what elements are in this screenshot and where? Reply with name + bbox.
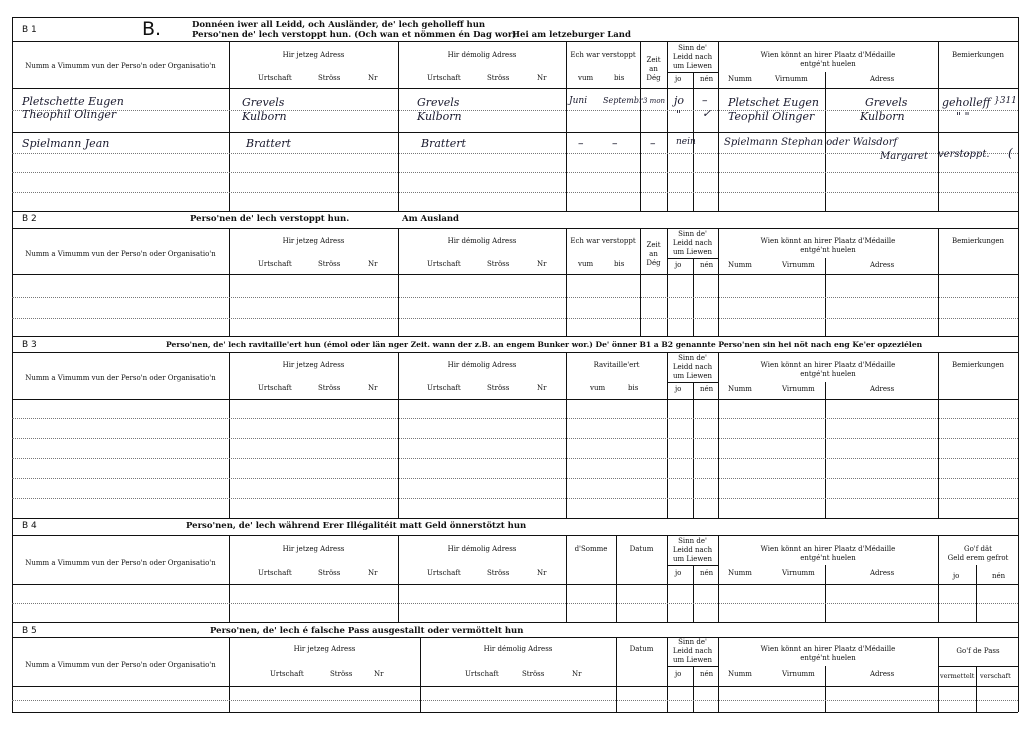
b4-sinn-1: Sinn de' [678,537,707,545]
b5-sinn-1: Sinn de' [678,638,707,646]
b1-sinn-2: Leidd nach [672,53,713,61]
b2-nr-label: Nr [368,260,378,268]
b2-hid-header: Ech war verstoppt [570,237,636,245]
b1-zeit-3: Dég [646,74,661,82]
b2-vum-label: vum [578,260,594,268]
b1-zeit-1: Zeit [646,56,661,64]
b1-row2-med-addr: Kulborn [860,110,905,123]
b5-sinn-3: um Liewen [672,656,713,664]
b1-row3-jo: nein [676,137,696,147]
b1-row3-cur-town: Brattert [246,137,291,150]
b1-row2-nen: ✓ [702,107,712,120]
b1-row1-deg: 3 mon [643,97,666,105]
b1-row1-remark-extra: }311 [994,96,1017,106]
b1-row2-remark: " " [956,110,970,123]
b2-old-stross-label: Ströss [487,260,510,268]
b1-row3-old-town: Brattert [421,137,466,150]
b4-stross-label: Ströss [318,569,341,577]
b1-row2-med-name: Teophil Olinger [728,110,815,123]
b5-urtschaft-label: Urtschaft [270,670,304,678]
b1-row1-bis: Septembr [603,96,643,105]
b1-row3-deg: – [650,137,656,150]
b1-numm-label: Numm [728,75,752,83]
b1-row1-jo: jo [674,94,685,107]
b3-numm-label: Numm [728,385,752,393]
b5-name-col-header: Numm a Vimumm vun der Perso'n oder Organisatio'n [25,661,216,669]
b2-bis-label: bis [614,260,625,268]
b4-medaille-2: entgé'nt huelen [800,554,856,562]
b1-old-urtschaft-label: Urtschaft [427,74,461,82]
b4-old-stross-label: Ströss [487,569,510,577]
b1-bemierkungen-header: Bemierkungen [951,51,1005,59]
b5-nen-label: nén [700,670,714,678]
b4-medaille-1: Wien könnt an hirer Plaatz d'Médaille [760,545,896,553]
b2-zeit-3: Dég [646,259,661,267]
b3-sinn-1: Sinn de' [678,354,707,362]
b1-zeit-2: an [649,65,658,73]
b5-adress-label: Adress [870,670,895,678]
b4-datum-header: Datum [629,545,654,553]
b4-sinn-3: um Liewen [672,555,713,563]
b4-gof-jo: jo [953,572,960,580]
b1-row3-vum: – [578,137,584,150]
b2-nen-label: nén [700,261,714,269]
b4-virnumm-label: Virnumm [782,569,815,577]
b1-row3-name: Spielmann Jean [22,137,110,150]
b2-adress-label: Adress [870,261,895,269]
b2-sinn-3: um Liewen [672,248,713,256]
b2-sinn-2: Leidd nach [672,239,713,247]
b1-row1-vum: Juni [569,96,588,106]
b3-bemierkungen-header: Bemierkungen [951,361,1005,369]
b3-sinn-2: Leidd nach [672,363,713,371]
b3-title: Perso'nen, de' lech ravitaille'ert hun (émol oder län nger Zeit. wann der z.B. an engem Bunker wor.) De' önner B1 a B2 genannte Perso'nen sin hei nöt nach eng Ke'er opzeziélen [166,340,923,349]
b5-datum-header: Datum [629,645,654,653]
b1-old-stross-label: Ströss [487,74,510,82]
b5-virnumm-label: Virnumm [782,670,815,678]
form-letter: B. [142,18,162,40]
b2-urtschaft-label: Urtschaft [258,260,292,268]
b3-stross-label: Ströss [318,384,341,392]
b3-nr-label: Nr [368,384,378,392]
b1-row3-med-name: Spielmann Stephan oder Walsdorf [724,137,898,148]
b5-old-nr-label: Nr [572,670,582,678]
b5-current-address-header: Hir jetzeg Adress [293,645,356,653]
b3-sinn-3: um Liewen [672,372,713,380]
b3-former-address-header: Hir démolig Adress [447,361,517,369]
b4-adress-label: Adress [870,569,895,577]
b1-former-address-header: Hir démolig Adress [447,51,517,59]
b4-old-urtschaft-label: Urtschaft [427,569,461,577]
b2-virnumm-label: Virnumm [782,261,815,269]
b3-adress-label: Adress [870,385,895,393]
b1-virnumm-label: Virnumm [775,75,808,83]
b3-virnumm-label: Virnumm [782,385,815,393]
b1-row3-remark-extra: ( [1008,146,1013,160]
b5-sinn-2: Leidd nach [672,647,713,655]
b5-gof-pass-header: Go'f de Pass [956,647,1000,655]
b3-old-urtschaft-label: Urtschaft [427,384,461,392]
b2-stross-label: Ströss [318,260,341,268]
b1-medaille-1: Wien könnt an hirer Plaatz d'Médaille [760,51,896,59]
section-label-b1: B 1 [22,25,37,35]
b2-zeit-2: an [649,250,658,258]
b3-medaille-2: entgé'nt huelen [800,370,856,378]
b2-old-nr-label: Nr [537,260,547,268]
b4-urtschaft-label: Urtschaft [258,569,292,577]
b2-name-col-header: Numm a Vimumm vun der Perso'n oder Organisatio'n [25,250,216,258]
b1-sinn-3: um Liewen [672,62,713,70]
b3-rav-header: Ravitaille'ert [593,361,640,369]
section-label-b2: B 2 [22,214,37,224]
b3-old-stross-label: Ströss [487,384,510,392]
b1-old-nr-label: Nr [537,74,547,82]
b1-sinn-1: Sinn de' [678,44,707,52]
b4-name-col-header: Numm a Vimumm vun der Perso'n oder Organisatio'n [25,559,216,567]
b1-row3-bis: – [612,137,618,150]
b4-gof-1: Go'f dät [963,545,992,553]
b1-row1-nen: – [702,94,708,107]
b2-current-address-header: Hir jetzeg Adress [282,237,345,245]
b4-gof-nen: nén [992,572,1006,580]
b1-adress-label: Adress [870,75,895,83]
b2-former-address-header: Hir démolig Adress [447,237,517,245]
b4-current-address-header: Hir jetzeg Adress [282,545,345,553]
b2-old-urtschaft-label: Urtschaft [427,260,461,268]
form-head-line2: Perso'nen de' lech verstoppt hun. (Och wan et nömmen én Dag wor) [192,30,517,40]
b1-row1-remark: geholleff [942,96,991,109]
b3-jo-label: jo [675,385,682,393]
b4-nen-label: nén [700,569,714,577]
b1-vum-label: vum [578,74,594,82]
form-head-line1: Donnéen iwer all Leidd, och Ausländer, de' lech geholleff hun [192,20,486,30]
b5-old-urtschaft-label: Urtschaft [465,670,499,678]
b2-jo-label: jo [675,261,682,269]
b1-row1-old-town: Grevels [417,96,460,109]
b2-zeit-1: Zeit [646,241,661,249]
b2-bemierkungen-header: Bemierkungen [951,237,1005,245]
b5-title: Perso'nen, de' lech é falsche Pass ausgestallt oder vermöttelt hun [210,626,524,636]
b4-somme-header: d'Somme [574,545,608,553]
b3-nen-label: nén [700,385,714,393]
b3-name-col-header: Numm a Vimumm vun der Perso'n oder Organisatio'n [25,374,216,382]
b4-gof-2: Geld erem gefrot [947,554,1009,562]
b2-title: Perso'nen de' lech verstoppt hun. [190,214,350,224]
b2-numm-label: Numm [728,261,752,269]
section-label-b5: B 5 [22,626,37,636]
b1-nr-label: Nr [368,74,378,82]
b1-row2-cur-town: Kulborn [242,110,287,123]
b4-title: Perso'nen, de' lech während Erer Illégalitéit matt Geld önnerstötzt hun [186,521,527,531]
b3-current-address-header: Hir jetzeg Adress [282,361,345,369]
b5-stross-label: Ströss [330,670,353,678]
b1-row4-med-name: Margaret [880,151,929,162]
b5-medaille-2: entgé'nt huelen [800,654,856,662]
b5-medaille-1: Wien könnt an hirer Plaatz d'Médaille [760,645,896,653]
b1-nen-label: nén [700,75,714,83]
b5-jo-label: jo [675,670,682,678]
b3-medaille-1: Wien könnt an hirer Plaatz d'Médaille [760,361,896,369]
b1-jo-label: jo [675,75,682,83]
b5-old-stross-label: Ströss [522,670,545,678]
b2-title-location: Am Ausland [402,214,459,224]
b1-medaille-2: entgé'nt huelen [800,60,856,68]
b1-stross-label: Ströss [318,74,341,82]
b5-numm-label: Numm [728,670,752,678]
b2-medaille-2: entgé'nt huelen [800,246,856,254]
b5-vermettelt-label: vermettelt [940,672,975,680]
section-label-b4: B 4 [22,521,37,531]
b4-numm-label: Numm [728,569,752,577]
b1-row1-name: Pletschette Eugen [22,95,124,108]
b1-bis-label: bis [614,74,625,82]
b1-row2-jo: " [676,108,682,121]
b1-current-address-header: Hir jetzeg Adress [282,51,345,59]
b4-nr-label: Nr [368,569,378,577]
b1-row2-name: Theophil Olinger [22,108,117,121]
b3-urtschaft-label: Urtschaft [258,384,292,392]
form-head-place: Hei am letzeburger Land [512,30,631,40]
b1-row2-old-town: Kulborn [417,110,462,123]
b4-former-address-header: Hir démolig Adress [447,545,517,553]
b3-bis-label: bis [628,384,639,392]
b5-nr-label: Nr [374,670,384,678]
b5-verschaft-label: verschaft [980,672,1011,680]
b4-old-nr-label: Nr [537,569,547,577]
b2-sinn-1: Sinn de' [678,230,707,238]
b5-former-address-header: Hir démolig Adress [483,645,553,653]
b1-name-col-header: Numm a Vimumm vun der Perso'n oder Organisatio'n [25,62,216,70]
b1-urtschaft-label: Urtschaft [258,74,292,82]
b1-hid-header: Ech war verstoppt [570,51,636,59]
b1-row1-cur-town: Grevels [242,96,285,109]
b1-row1-med-addr: Grevels [865,96,908,109]
section-label-b3: B 3 [22,340,37,350]
b1-row1-med-name: Pletschet Eugen [728,96,819,109]
b3-old-nr-label: Nr [537,384,547,392]
b2-medaille-1: Wien könnt an hirer Plaatz d'Médaille [760,237,896,245]
b4-sinn-2: Leidd nach [672,546,713,554]
b3-vum-label: vum [590,384,606,392]
b1-row3-remark: verstoppt. [938,149,990,160]
b4-jo-label: jo [675,569,682,577]
